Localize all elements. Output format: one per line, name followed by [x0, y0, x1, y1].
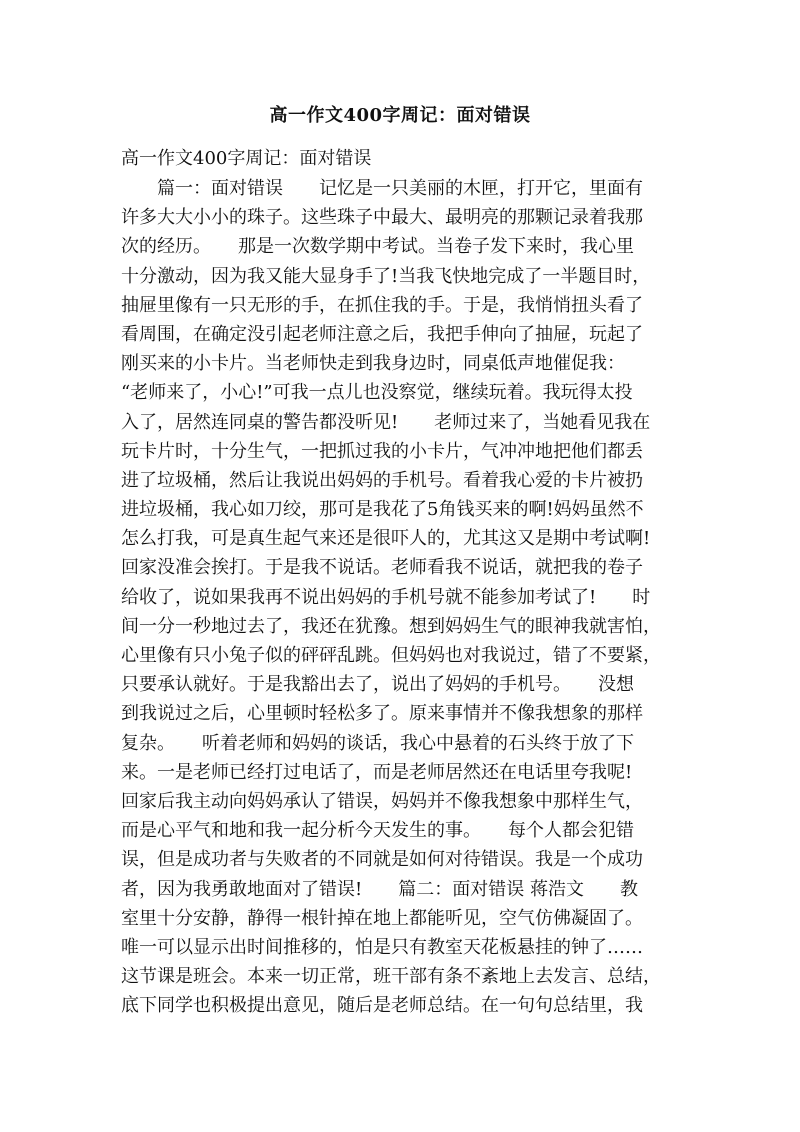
text-line: 唯一可以显示出时间推移的，怕是只有教室天花板悬挂的钟了…… [121, 936, 643, 958]
text-line: 进垃圾桶，我心如刀绞，那可是我花了5角钱买来的啊!妈妈虽然不 [121, 499, 644, 521]
text-line: 只要承认就好。于是我豁出去了，说出了妈妈的手机号。 没想 [121, 674, 634, 696]
text-line: 回家后我主动向妈妈承认了错误，妈妈并不像我想象中那样生气， [121, 790, 643, 812]
text-line: 十分激动，因为我又能大显身手了!当我飞快地完成了一半题目时， [121, 265, 651, 287]
text-line: 来。一是老师已经打过电话了，而是老师居然还在电话里夸我呢! [121, 761, 633, 783]
text-line: 底下同学也积极提出意见，随后是老师总结。在一句句总结里，我 [121, 995, 643, 1017]
text-line: 者，因为我勇敢地面对了错误! 篇二：面对错误 蒋浩文 教 [121, 878, 638, 900]
text-line: “老师来了，小心!”可我一点儿也没察觉，继续玩着。我玩得太投 [121, 382, 633, 404]
text-line: 心里像有只小兔子似的砰砰乱跳。但妈妈也对我说过，错了不要紧， [121, 645, 661, 666]
text-line: 许多大大小小的珠子。这些珠子中最大、最明亮的那颗记录着我那 [121, 207, 643, 229]
text-line: 这节课是班会。本来一切正常，班干部有条不紊地上去发言、总结， [121, 966, 661, 988]
page-title: 高一作文400字周记：面对错误 [269, 105, 531, 126]
text-line: 抽屉里像有一只无形的手，在抓住我的手。于是，我悄悄扭头看了 [121, 294, 643, 316]
text-line: 入了，居然连同桌的警告都没听见! 老师过来了，当她看见我在 [121, 411, 651, 433]
text-line: 玩卡片时，十分生气，一把抓过我的小卡片，气冲冲地把他们都丢 [121, 440, 643, 462]
text-line: 误，但是成功者与失败者的不同就是如何对待错误。我是一个成功 [121, 849, 643, 871]
text-line: 给收了，说如果我再不说出妈妈的手机号就不能参加考试了! 时 [121, 586, 651, 608]
text-line: 刚买来的小卡片。当老师快走到我身边时，同桌低声地催促我： [121, 353, 625, 375]
document-subtitle: 高一作文400字周记：面对错误 [121, 148, 372, 169]
text-line: 怎么打我，可是真生起气来还是很吓人的，尤其这又是期中考试啊! [121, 528, 651, 550]
text-line: 间一分一秒地过去了，我还在犹豫。想到妈妈生气的眼神我就害怕， [121, 615, 661, 637]
text-line: 而是心平气和地和我一起分析今天发生的事。 每个人都会犯错 [121, 820, 634, 842]
text-line: 次的经历。 那是一次数学期中考试。当卷子发下来时，我心里 [121, 236, 634, 258]
body-text [121, 174, 681, 1020]
text-line: 进了垃圾桶，然后让我说出妈妈的手机号。看着我心爱的卡片被扔 [121, 469, 643, 491]
text-line: 看周围，在确定没引起老师注意之后，我把手伸向了抽屉，玩起了 [121, 323, 643, 345]
text-line: 篇一：面对错误 记忆是一只美丽的木匣，打开它，里面有 [121, 178, 643, 199]
text-line: 回家没准会挨打。于是我不说话。老师看我不说话，就把我的卷子 [121, 557, 643, 579]
text-line: 复杂。 听着老师和妈妈的谈话，我心中悬着的石头终于放了下 [121, 732, 634, 754]
text-line: 室里十分安静，静得一根针掉在地上都能听见，空气仿佛凝固了。 [121, 907, 643, 929]
text-line: 到我说过之后，心里顿时轻松多了。原来事情并不像我想象的那样 [121, 703, 643, 725]
